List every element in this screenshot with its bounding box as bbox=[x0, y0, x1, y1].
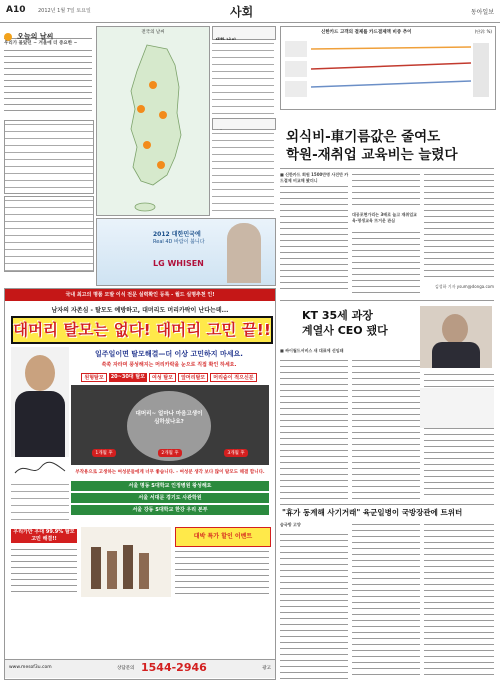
article2-column-2 bbox=[352, 358, 420, 500]
article-byline: 김성하 기자 ysum@donga.com bbox=[434, 284, 494, 289]
weather-title-bar bbox=[4, 26, 92, 39]
product-bottle bbox=[123, 545, 133, 589]
article-column-2a bbox=[352, 172, 420, 210]
ad-phone-label: 상담문의 bbox=[117, 666, 135, 671]
chart-icon-block bbox=[285, 61, 307, 77]
weather-intro-title: 우리가 몰랐던 ~ 겨울에 더 중요한 ~ bbox=[4, 41, 78, 46]
side-table-1 bbox=[212, 40, 274, 116]
ad-caution: 부작용으로 고생하는 여성분들에게 너무 좋습니다. - 여성분 생각 보다 많이 탈모도 해결 합니다. bbox=[75, 470, 265, 475]
ad-sub1: 일주일이면 탈모해결—더 이상 고민하지 마세요. bbox=[95, 350, 243, 358]
article-subhead-2: 대공포현가리는 3배로 늘고 재취업교육·평생교육 뜨거운 관심 bbox=[352, 212, 417, 223]
article3-subhead: 숨국방 고양 bbox=[280, 522, 301, 527]
article-headline bbox=[286, 128, 494, 164]
ad-bars bbox=[71, 481, 269, 515]
sun-icon bbox=[157, 161, 165, 169]
sun-icon bbox=[159, 111, 167, 119]
page-date: 2012년 1월 7일 토요일 bbox=[38, 8, 91, 14]
ad-chip: 20~30대 탈모 bbox=[110, 374, 146, 380]
signature bbox=[11, 459, 69, 479]
ad-phone: 1544-2946 bbox=[141, 661, 207, 674]
article-headline-line2: 학원-재취업 교육비는 늘렸다 bbox=[286, 147, 458, 163]
chart-icon-block bbox=[285, 41, 307, 57]
ad-step: 1개월 후 bbox=[92, 449, 115, 457]
article2-headline bbox=[302, 308, 412, 338]
article2-headline-line1: KT 35세 과장 bbox=[302, 309, 373, 322]
side-table-2 bbox=[212, 130, 274, 216]
ad-step: 3개월 후 bbox=[224, 449, 247, 457]
article3-headline: "휴가 동계해 사기거래" 육군일병이 국방장관에 트위터 bbox=[282, 508, 463, 517]
chart-graphic bbox=[281, 35, 495, 107]
ad-chips bbox=[67, 373, 271, 382]
lg-ad-line1: 2012 대한민국에 bbox=[153, 231, 201, 238]
korea-map bbox=[97, 35, 209, 215]
chart-series-line bbox=[311, 81, 471, 87]
article3-column-1 bbox=[280, 532, 348, 680]
weather-title: 오늘의 날씨 bbox=[17, 32, 54, 41]
ad-bar: 서울 강동 S대학교 한강 우리 본부 bbox=[71, 505, 269, 515]
side-title-1-box bbox=[212, 26, 276, 40]
sun-icon bbox=[149, 81, 157, 89]
hair-ad bbox=[4, 288, 276, 680]
section-title: 사회 bbox=[230, 5, 254, 19]
ad-product-photo bbox=[81, 527, 171, 597]
ad-bubble: 대머리~ 얼마나 마음고생이 심하셨나요? bbox=[135, 411, 203, 425]
map-title: 전국의 날씨 bbox=[141, 30, 165, 35]
lg-ad-brand: LG WHISEN bbox=[153, 259, 204, 268]
ad-man-photo bbox=[11, 347, 69, 457]
weather-map bbox=[96, 26, 210, 216]
article3-column-3 bbox=[424, 522, 494, 680]
ceo-photo bbox=[420, 306, 492, 368]
ad-promo-band: 우리가만 우대 99.9% 탈모고민 해결!! bbox=[11, 529, 77, 543]
ad-chip: 원형탈모 bbox=[81, 373, 106, 382]
side-title-2-box bbox=[212, 118, 276, 130]
ad-small-table bbox=[11, 481, 69, 521]
divider bbox=[280, 300, 494, 301]
article2-small-photo bbox=[420, 388, 494, 428]
ad-legal: 광고 bbox=[262, 666, 271, 671]
ad-discount: 대박 특가 할인 이벤트 bbox=[175, 527, 271, 547]
ad-promo-text bbox=[11, 547, 77, 595]
article2-column-1 bbox=[280, 358, 348, 500]
page-number: A10 bbox=[6, 5, 26, 15]
ad-headline: 대머리 탈모는 없다! 대머리 고민 끝!! bbox=[11, 316, 273, 344]
ad-discount-text bbox=[175, 549, 269, 597]
weather-table-2 bbox=[4, 196, 94, 272]
article3-column-2 bbox=[352, 522, 420, 680]
chart-icon-block bbox=[285, 81, 307, 97]
ad-chip: 여성 탈모 bbox=[149, 373, 176, 382]
page-header bbox=[0, 0, 500, 23]
brand-name: 동아일보 bbox=[470, 9, 494, 16]
ad-bar: 서울 명동 S대학교 인정병원 왕성해요 bbox=[71, 481, 269, 491]
article-headline-line1: 외식비-車기름값은 줄여도 bbox=[286, 129, 441, 145]
ad-model-figure bbox=[227, 223, 261, 283]
portrait-suit bbox=[432, 342, 480, 368]
ad-step: 2개월 후 bbox=[158, 449, 181, 457]
ad-bar: 서울 서대문 경기도 사관학원 bbox=[71, 493, 269, 503]
chart-series-line bbox=[311, 63, 471, 69]
article-column-2b bbox=[352, 230, 420, 294]
chart-series-line bbox=[311, 47, 471, 49]
ad-tagline: 남자의 자존심 - 탈모도 예방하고, 대머리도 머리카락이 난다는데... bbox=[51, 307, 229, 314]
weather-intro-text bbox=[4, 48, 92, 116]
divider bbox=[280, 168, 494, 169]
article-column-3 bbox=[424, 172, 494, 282]
chart-title: 신한카드 고객의 결제를 카드결제액 비중 추이 bbox=[321, 30, 412, 35]
lg-ad bbox=[96, 218, 276, 286]
article2-subhead: ■ 싸이월드서비스 새 대표에 선임돼 bbox=[280, 348, 344, 353]
divider bbox=[280, 504, 494, 505]
ad-website: www.mesof3u.com bbox=[9, 665, 52, 670]
weather-table-1 bbox=[4, 120, 94, 194]
chart-side-bar bbox=[473, 43, 489, 97]
portrait-face bbox=[442, 314, 468, 344]
portrait-face bbox=[25, 355, 55, 391]
product-bottle bbox=[91, 547, 101, 589]
product-bottle bbox=[139, 553, 149, 589]
portrait-suit bbox=[15, 391, 65, 457]
ad-sub2: 쑥쑥 자라며 풍성해지는 머리카락을 눈으로 직접 확인 하세요. bbox=[101, 362, 237, 368]
chart-box bbox=[280, 26, 496, 110]
ad-chip: 앞머리탈모 bbox=[178, 373, 208, 382]
chart-unit: (단위: %) bbox=[474, 29, 492, 34]
product-bottle bbox=[107, 551, 117, 589]
ad-chip: 머리숱이 적으신분 bbox=[210, 373, 256, 382]
article2-headline-line2: 계열사 CEO 됐다 bbox=[302, 324, 388, 337]
article-subhead: ■ 신한카드 회원 1500만명 사진만 카드결제 비교해 봤더니 bbox=[280, 172, 349, 183]
article-column-1 bbox=[280, 184, 348, 294]
sun-icon bbox=[4, 33, 12, 41]
lg-ad-line2: Real 4D 바람이 붑니다 bbox=[153, 239, 205, 245]
sun-icon bbox=[143, 141, 151, 149]
ad-top-band: 국내 최고의 명품 모발 이식 전문 실력확인 등록 - 월드 실명추천 인! bbox=[5, 289, 275, 301]
ad-steps bbox=[71, 449, 269, 457]
sun-icon bbox=[137, 105, 145, 113]
ad-footer bbox=[5, 659, 275, 678]
